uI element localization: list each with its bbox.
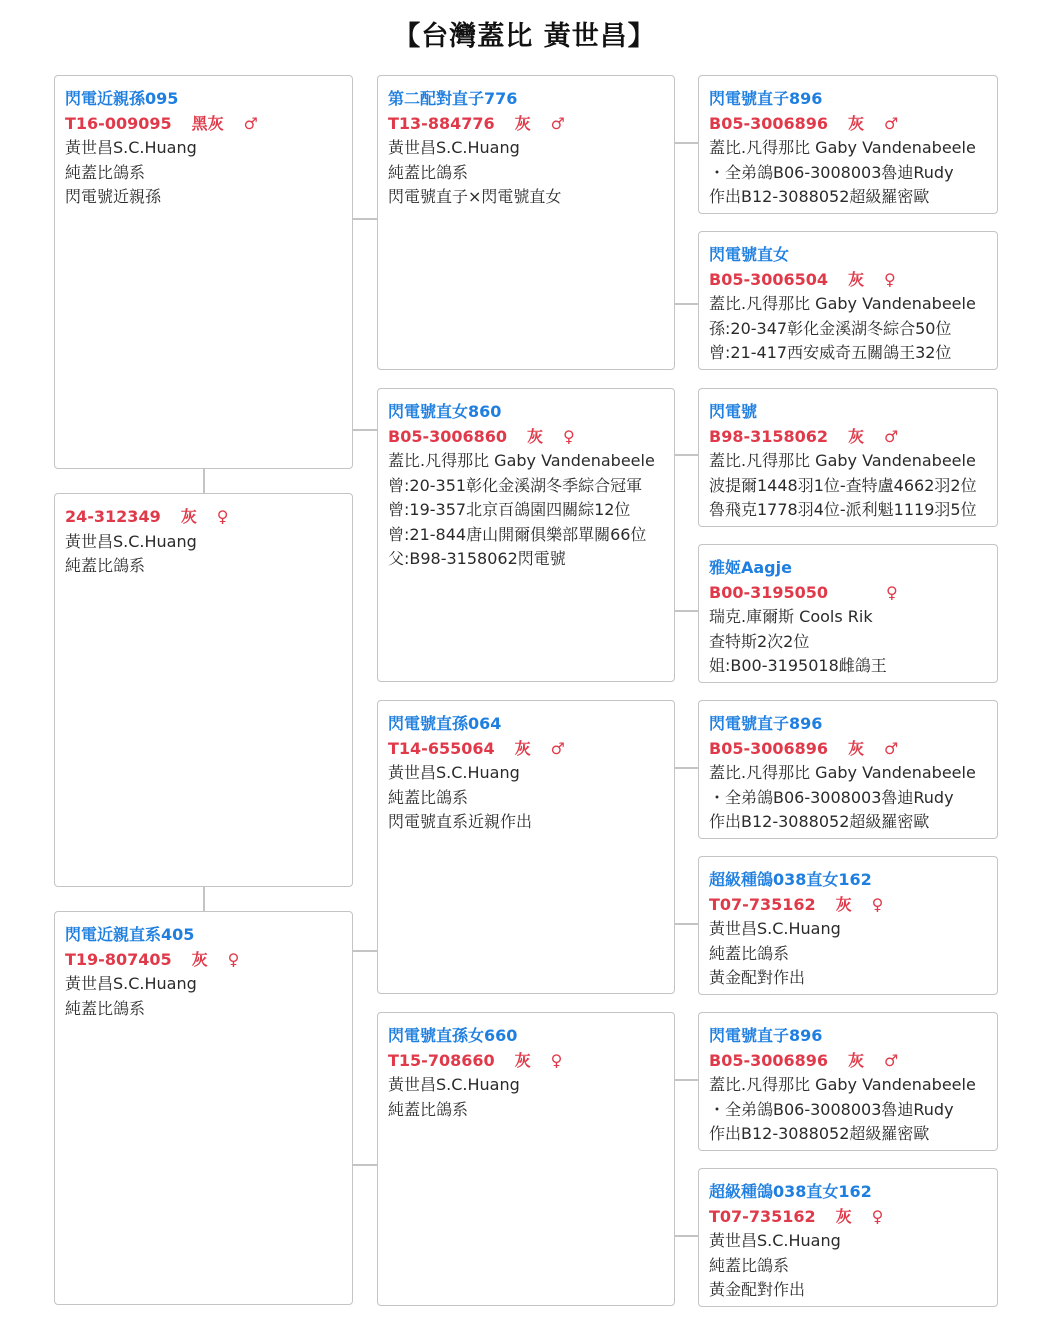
pigeon-detail: 蓋比.凡得那比 Gaby Vandenabeele [709, 1075, 976, 1094]
gen3-card[interactable] [698, 856, 998, 995]
connector-line [675, 1079, 698, 1081]
connector-line [353, 218, 377, 220]
male-icon: ♂ [550, 738, 565, 758]
connector-line [353, 429, 377, 431]
connector-line [675, 454, 698, 456]
pigeon-name: 超級種鴿038直女162 [709, 1182, 872, 1201]
feather-color: 灰 [514, 1050, 531, 1070]
feather-color: 灰 [527, 426, 544, 446]
pigeon-detail: 蓋比.凡得那比 Gaby Vandenabeele [709, 451, 976, 470]
ring-row [65, 505, 342, 530]
pigeon-detail: ・全弟鴿B06-3008003魯迪Rudy [709, 1099, 954, 1119]
gen2-card[interactable] [377, 388, 675, 682]
pigeon-name: 超級種鴿038直女162 [709, 870, 872, 889]
pigeon-detail: 蓋比.凡得那比 Gaby Vandenabeele [709, 138, 976, 157]
ring-row [388, 737, 664, 762]
connector-line [203, 469, 205, 493]
pigeon-detail: 曾:21-844唐山開爾俱樂部單關66位 [388, 524, 647, 544]
gen3-card[interactable] [698, 544, 998, 683]
ring-number: B05-3006504 [709, 269, 829, 289]
pigeon-detail: 魯飛克1778羽4位-派利魁1119羽5位 [709, 500, 977, 519]
feather-color: 灰 [848, 1050, 865, 1070]
pigeon-detail: 閃電號近親孫 [65, 187, 162, 206]
pigeon-name: 閃電號直孫女660 [388, 1026, 518, 1045]
pigeon-detail: 蓋比.凡得那比 Gaby Vandenabeele [388, 451, 655, 470]
ring-row [709, 1049, 987, 1074]
pigeon-detail: 波提爾1448羽1位-查特盧4662羽2位 [709, 475, 977, 495]
feather-color: 灰 [191, 949, 208, 969]
feather-color: 灰 [835, 894, 852, 914]
female-icon: ♀ [871, 1206, 884, 1226]
pigeon-detail: 黃金配對作出 [709, 1280, 806, 1299]
pigeon-detail: 孫:20-347彰化金溪湖冬綜合50位 [709, 318, 952, 338]
ring-row [709, 737, 987, 762]
pigeon-detail: 黃世昌S.C.Huang [65, 138, 197, 157]
pigeon-detail: 純蓋比鴿系 [388, 162, 469, 182]
ring-row [65, 948, 342, 973]
pigeon-detail: 黃世昌S.C.Huang [388, 763, 520, 782]
connector-line [675, 1235, 698, 1237]
feather-color: 灰 [514, 738, 531, 758]
ring-number: B00-3195050 [709, 582, 829, 602]
ring-number: T07-735162 [709, 1206, 816, 1226]
gen3-card[interactable] [698, 75, 998, 214]
gen3-card[interactable] [698, 700, 998, 839]
female-icon: ♀ [216, 507, 229, 526]
pigeon-detail: 純蓋比鴿系 [388, 787, 469, 807]
connector-line [353, 1164, 377, 1166]
pigeon-detail: 瑞克.庫爾斯 Cools Rik [709, 607, 873, 626]
connector-line [675, 767, 698, 769]
feather-color: 灰 [835, 1206, 852, 1226]
ring-row [388, 1049, 664, 1074]
pigeon-detail: 曾:20-351彰化金溪湖冬季綜合冠軍 [388, 475, 643, 495]
ring-number: T14-655064 [388, 738, 495, 758]
pigeon-name: 閃電號直女 [709, 245, 790, 264]
ring-number: 24-312349 [65, 507, 161, 526]
pigeon-name: 閃電號直子896 [709, 714, 823, 733]
ring-number: B05-3006860 [388, 426, 508, 446]
female-icon: ♀ [884, 269, 896, 289]
page-title: 【台灣蓋比 黃世昌】 [393, 21, 656, 52]
pigeon-detail: 作出B12-3088052超級羅密歐 [709, 1124, 930, 1143]
ring-number: B05-3006896 [709, 1050, 829, 1070]
gen1-card[interactable] [54, 75, 353, 469]
ring-number: B05-3006896 [709, 738, 829, 758]
gen1-card[interactable] [54, 911, 353, 1305]
pigeon-name: 閃電號直子896 [709, 1026, 823, 1045]
feather-color: 灰 [180, 507, 197, 526]
ring-row [709, 1205, 987, 1230]
ring-number: T16-009095 [65, 113, 172, 133]
pigeon-detail: ・全弟鴿B06-3008003魯迪Rudy [709, 787, 954, 807]
pigeon-detail: 姐:B00-3195018雌鴿王 [709, 656, 887, 675]
connector-line [353, 950, 377, 952]
pigeon-name: 閃電號直子896 [709, 89, 823, 108]
ring-row [709, 581, 987, 606]
pigeon-detail: 黃世昌S.C.Huang [709, 919, 841, 938]
pigeon-name: 第二配對直子776 [388, 89, 518, 108]
ring-row [709, 425, 987, 450]
male-icon: ♂ [243, 113, 258, 133]
connector-line [675, 303, 698, 305]
ring-row [388, 425, 664, 450]
pigeon-detail: 父:B98-3158062閃電號 [388, 549, 566, 568]
male-icon: ♂ [884, 1050, 899, 1070]
ring-number: T19-807405 [65, 949, 172, 969]
female-icon: ♀ [550, 1050, 563, 1070]
ring-number: B05-3006896 [709, 113, 829, 133]
connector-line [675, 142, 698, 144]
ring-row [709, 268, 987, 293]
pigeon-detail: 作出B12-3088052超級羅密歐 [709, 187, 930, 206]
ring-number: T07-735162 [709, 894, 816, 914]
male-icon: ♂ [884, 426, 899, 446]
pigeon-detail: 曾:21-417西安威奇五關鴿王32位 [709, 343, 952, 362]
ring-row [388, 112, 664, 137]
male-icon: ♂ [884, 738, 899, 758]
pigeon-detail: 黃世昌S.C.Huang [388, 138, 520, 157]
female-icon: ♀ [227, 949, 240, 969]
pigeon-name: 閃電號直女860 [388, 402, 502, 421]
pigeon-detail: 純蓋比鴿系 [65, 998, 146, 1018]
pigeon-detail: 蓋比.凡得那比 Gaby Vandenabeele [709, 763, 976, 782]
pigeon-detail: 黃世昌S.C.Huang [388, 1075, 520, 1094]
ring-number: T13-884776 [388, 113, 495, 133]
pigeon-detail: 作出B12-3088052超級羅密歐 [709, 812, 930, 831]
ring-number: T15-708660 [388, 1050, 495, 1070]
pigeon-detail: 純蓋比鴿系 [65, 162, 146, 182]
pigeon-detail: 純蓋比鴿系 [388, 1099, 469, 1119]
ring-row [709, 112, 987, 137]
pigeon-detail: 黃世昌S.C.Huang [65, 974, 197, 993]
feather-color: 灰 [848, 738, 865, 758]
feather-color: 灰 [514, 113, 531, 133]
gen3-card[interactable] [698, 388, 998, 527]
connector-line [675, 923, 698, 925]
gen2-card[interactable] [377, 700, 675, 994]
gen2-card[interactable] [377, 75, 675, 370]
feather-color: 灰 [848, 269, 865, 289]
pigeon-detail: 純蓋比鴿系 [709, 943, 790, 963]
pigeon-name: 閃電號直孫064 [388, 714, 502, 733]
male-icon: ♂ [884, 113, 899, 133]
pigeon-detail: 閃電號直子×閃電號直女 [388, 187, 562, 206]
pigeon-name: 雅姬Aagje [709, 558, 792, 577]
pigeon-detail: 純蓋比鴿系 [65, 556, 146, 575]
gen3-card[interactable] [698, 1012, 998, 1151]
gen3-card[interactable] [698, 231, 998, 370]
pigeon-detail: 黃世昌S.C.Huang [709, 1231, 841, 1250]
female-icon: ♀ [563, 426, 575, 446]
pigeon-detail: 純蓋比鴿系 [709, 1255, 790, 1275]
feather-color: 黑灰 [191, 113, 224, 133]
connector-line [675, 610, 698, 612]
male-icon: ♂ [550, 113, 565, 133]
connector-line [203, 887, 205, 911]
pigeon-detail: 閃電號直系近親作出 [388, 812, 533, 831]
ring-number: B98-3158062 [709, 426, 829, 446]
female-icon: ♀ [871, 894, 884, 914]
gen2-card[interactable] [377, 1012, 675, 1306]
feather-color: 灰 [848, 426, 865, 446]
pigeon-name: 閃電號 [709, 402, 758, 421]
pigeon-detail: 黃世昌S.C.Huang [65, 531, 197, 551]
pigeon-detail: 曾:19-357北京百鴿園四關綜12位 [388, 500, 631, 519]
female-icon: ♀ [886, 582, 898, 602]
pigeon-name: 閃電近親直系405 [65, 925, 195, 944]
gen3-card[interactable] [698, 1168, 998, 1307]
feather-color: 灰 [848, 113, 865, 133]
ring-row [65, 112, 342, 137]
pigeon-detail: 蓋比.凡得那比 Gaby Vandenabeele [709, 294, 976, 313]
pigeon-detail: 查特斯2次2位 [709, 631, 810, 651]
ring-row [709, 893, 987, 918]
pigeon-name: 閃電近親孫095 [65, 89, 179, 108]
gen1-card[interactable] [54, 493, 353, 887]
pigeon-detail: ・全弟鴿B06-3008003魯迪Rudy [709, 162, 954, 182]
pigeon-detail: 黃金配對作出 [709, 968, 806, 987]
